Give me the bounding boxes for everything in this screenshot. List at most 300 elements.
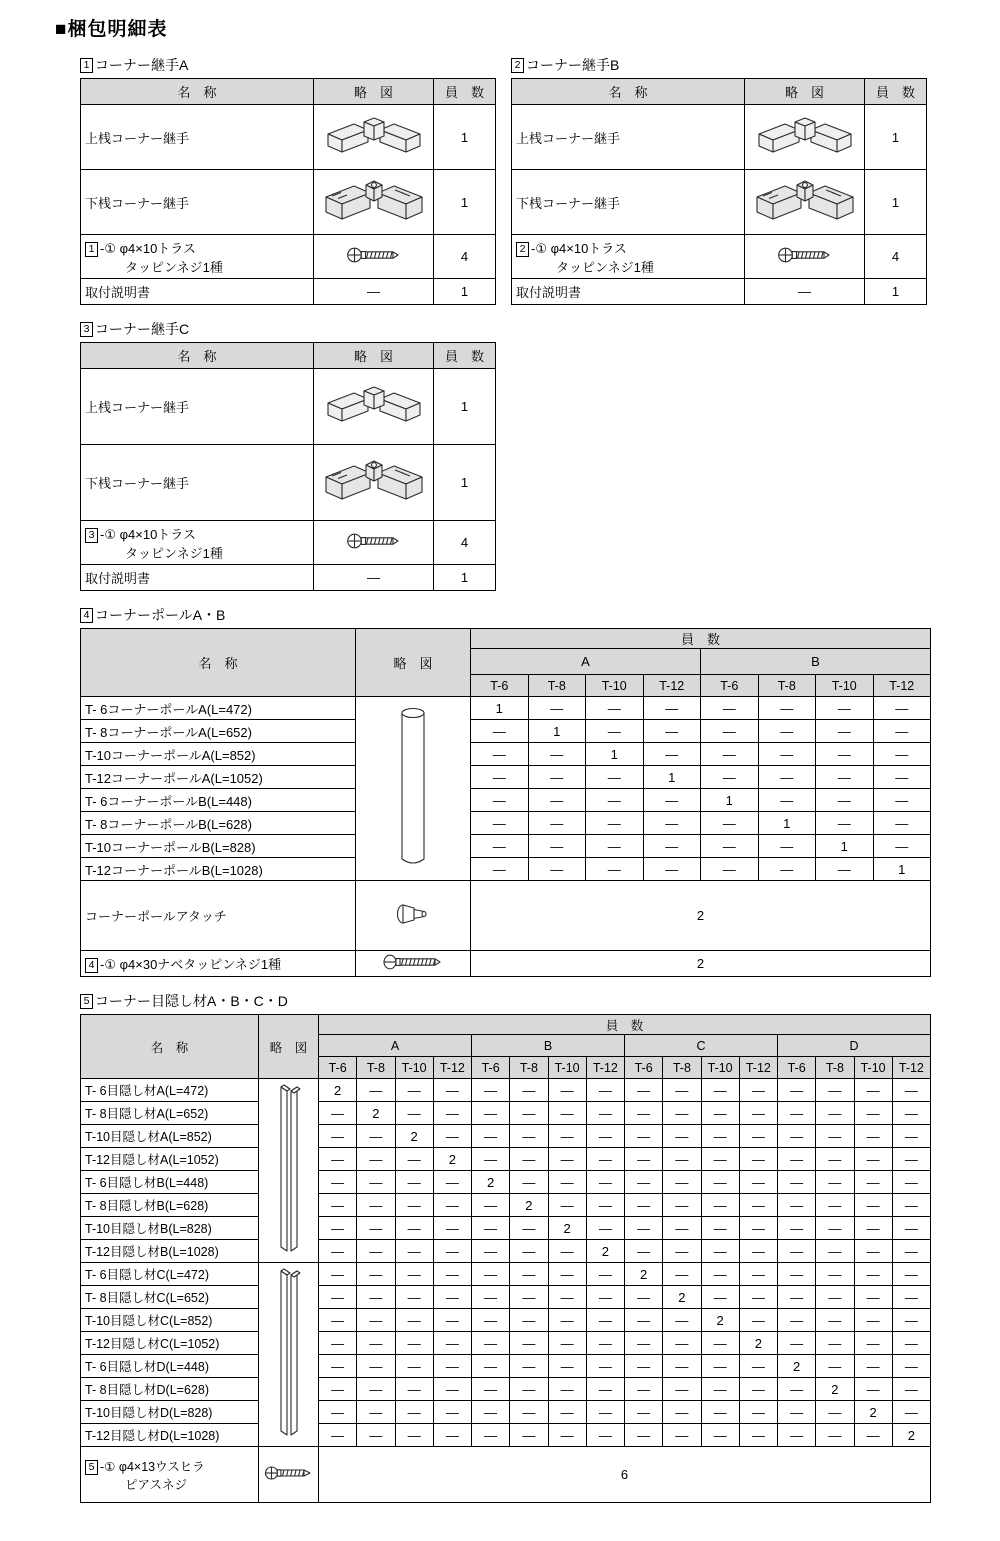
qty-value: — [395,1240,433,1263]
qty-value: — [357,1401,395,1424]
qty-value: — [395,1148,433,1171]
qty-value: — [528,835,586,858]
table-row [81,1447,931,1503]
qty-value: — [643,835,701,858]
qty-value: — [433,1125,471,1148]
table-row [81,565,496,591]
part-name: 取付説明書 [81,565,314,591]
part-name: 下桟コーナー継手 [81,445,314,521]
qty-value: — [816,1079,854,1102]
qty-value: — [357,1079,395,1102]
part-name-text-2: タッピンネジ1種 [556,259,654,275]
qty-value: 1 [873,858,931,881]
qty-value: — [433,1355,471,1378]
qty-column-header: 員 数 [434,343,496,369]
qty-value: — [319,1424,357,1447]
group-header-a: A [471,649,701,675]
qty-value: — [586,1217,624,1240]
qty-value: 4 [865,235,927,279]
qty-value: — [433,1332,471,1355]
qty-value: — [471,789,529,812]
size-header: T-10 [701,1057,739,1079]
qty-value: — [548,1171,586,1194]
qty-value: — [778,1079,816,1102]
part-name-text: -① φ4×13ウスヒラ [100,1459,205,1474]
item-tag-box: 4 [85,958,98,973]
qty-value: — [586,1102,624,1125]
qty-value: 1 [643,766,701,789]
qty-value: — [586,1263,624,1286]
qty-value: — [625,1424,663,1447]
qty-value: — [701,1355,739,1378]
qty-value: — [472,1263,510,1286]
part-name-text: -① φ4×10トラス [100,526,196,542]
qty-value: — [758,858,816,881]
qty-column-header: 員 数 [865,79,927,105]
qty-value: — [319,1240,357,1263]
qty-value: — [548,1355,586,1378]
qty-value: — [778,1240,816,1263]
part-name: T- 8目隠し材D(L=628) [81,1378,259,1401]
qty-value: — [816,1194,854,1217]
piercing-screw-icon [259,1447,319,1503]
qty-value: — [319,1194,357,1217]
qty-value: — [472,1332,510,1355]
qty-value: — [701,743,759,766]
qty-value: — [586,1355,624,1378]
name-column-header: 名 称 [512,79,745,105]
header-row [81,629,931,649]
qty-value: — [739,1240,777,1263]
qty-value: — [548,1194,586,1217]
qty-value: — [586,1194,624,1217]
part-name: 上桟コーナー継手 [512,105,745,170]
qty-value: — [778,1424,816,1447]
qty-value: — [816,1102,854,1125]
qty-column-header: 員 数 [319,1015,931,1035]
qty-value: — [816,1401,854,1424]
qty-value: — [357,1424,395,1447]
qty-value: — [663,1102,701,1125]
qty-value: — [548,1125,586,1148]
size-header: T-12 [873,675,931,697]
qty-value: — [433,1079,471,1102]
qty-value: — [892,1355,930,1378]
qty-value: — [395,1286,433,1309]
qty-value: — [510,1171,548,1194]
qty-value: — [319,1286,357,1309]
qty-value: — [319,1148,357,1171]
part-name: 下桟コーナー継手 [512,170,745,235]
qty-value: — [548,1148,586,1171]
qty-value: — [433,1194,471,1217]
qty-value: — [472,1148,510,1171]
qty-column-header: 員 数 [471,629,931,649]
part-name: 取付説明書 [512,279,745,305]
qty-value: — [472,1378,510,1401]
qty-value: — [548,1240,586,1263]
qty-value: 1 [865,279,927,305]
qty-value: — [395,1194,433,1217]
qty-value: — [663,1332,701,1355]
qty-value: — [357,1194,395,1217]
qty-value: — [816,1217,854,1240]
qty-value: 2 [395,1125,433,1148]
section-label [80,55,496,75]
size-header: T-8 [663,1057,701,1079]
part-name: T- 6目隠し材A(L=472) [81,1079,259,1102]
qty-value: — [892,1102,930,1125]
qty-value: — [510,1148,548,1171]
qty-value: — [854,1378,892,1401]
section-number-box: 5 [80,994,93,1009]
sketch-dash: — [314,279,434,305]
part-name-text-2: ピアスネジ [125,1477,188,1492]
qty-value: — [625,1125,663,1148]
table-row [81,1355,931,1378]
qty-value: 1 [865,105,927,170]
qty-value: — [663,1309,701,1332]
qty-value: — [816,1148,854,1171]
qty-value: — [816,1309,854,1332]
table-row [81,1263,931,1286]
item-tag-box: 3 [85,528,98,543]
qty-value: — [433,1240,471,1263]
part-name: T-12目隠し材B(L=1028) [81,1240,259,1263]
qty-value: — [778,1332,816,1355]
qty-value: — [892,1309,930,1332]
table-row [81,1240,931,1263]
qty-value: — [625,1355,663,1378]
qty-value: — [319,1332,357,1355]
item-tag-box: 2 [516,242,529,257]
qty-value: — [873,835,931,858]
qty-value: — [892,1171,930,1194]
qty-value: — [586,858,644,881]
size-header: T-10 [816,675,874,697]
qty-value: — [472,1125,510,1148]
qty-value: — [548,1401,586,1424]
qty-value: — [472,1424,510,1447]
qty-value: — [816,1355,854,1378]
truss-screw-icon [314,235,434,279]
qty-value: — [739,1102,777,1125]
qty-value: — [873,789,931,812]
qty-value: — [471,720,529,743]
group-header-b: B [472,1035,625,1057]
qty-value: — [873,697,931,720]
part-name: T-12目隠し材A(L=1052) [81,1148,259,1171]
qty-value: — [357,1148,395,1171]
lower-corner-joint-icon [314,445,434,521]
qty-value: 1 [758,812,816,835]
qty-value: — [892,1378,930,1401]
qty-value: 1 [865,170,927,235]
header-row [81,1015,931,1035]
qty-value: — [643,789,701,812]
name-column-header: 名 称 [81,79,314,105]
qty-value: — [319,1171,357,1194]
qty-value: — [854,1309,892,1332]
qty-value: — [528,743,586,766]
qty-value: — [548,1286,586,1309]
part-name-text: -① φ4×10トラス [100,240,196,256]
joint-tables-row [80,55,1000,319]
qty-value: — [548,1102,586,1125]
part-name: T- 8コーナーポールB(L=628) [81,812,356,835]
part-name: T-10コーナーポールA(L=852) [81,743,356,766]
table-row [81,697,931,720]
section-label [80,991,1000,1011]
qty-value: — [739,1148,777,1171]
qty-value: — [663,1424,701,1447]
part-name: 下桟コーナー継手 [81,170,314,235]
qty-value: 2 [701,1309,739,1332]
qty-value: — [625,1171,663,1194]
qty-value: — [663,1378,701,1401]
qty-value: — [778,1401,816,1424]
qty-value: — [701,1148,739,1171]
size-header: T-8 [816,1057,854,1079]
qty-value: — [586,1424,624,1447]
qty-value: — [739,1194,777,1217]
qty-value: 4 [434,235,496,279]
qty-value: — [778,1148,816,1171]
corner-joint-b-table [511,78,927,305]
qty-value: — [319,1309,357,1332]
qty-value: — [586,835,644,858]
qty-value: — [357,1240,395,1263]
qty-value: — [319,1217,357,1240]
qty-value: — [701,1424,739,1447]
qty-value: — [625,1148,663,1171]
qty-value: — [510,1102,548,1125]
qty-value: 2 [778,1355,816,1378]
qty-value: — [701,1217,739,1240]
qty-value: — [701,766,759,789]
table-row [81,369,496,445]
qty-value: — [433,1263,471,1286]
part-name: T- 6コーナーポールB(L=448) [81,789,356,812]
qty-value: — [816,743,874,766]
qty-value: — [395,1332,433,1355]
qty-value: — [816,858,874,881]
qty-value: 2 [471,881,931,951]
section-corner-joint-b [511,55,927,305]
qty-value: — [395,1263,433,1286]
qty-value: — [854,1148,892,1171]
qty-value: — [548,1424,586,1447]
table-row [81,1171,931,1194]
part-name-text-2: タッピンネジ1種 [125,259,223,275]
qty-value: — [548,1378,586,1401]
qty-value: — [701,858,759,881]
page-title: ■梱包明細表 [55,19,168,40]
qty-value: — [663,1240,701,1263]
header-row [81,343,496,369]
table-row [81,170,496,235]
qty-value: — [892,1217,930,1240]
qty-value: — [663,1125,701,1148]
qty-value: 2 [625,1263,663,1286]
qty-value: — [739,1309,777,1332]
qty-value: — [663,1263,701,1286]
qty-value: — [758,835,816,858]
pole-attach-icon [356,881,471,951]
size-header: T-12 [586,1057,624,1079]
qty-value: — [663,1355,701,1378]
lower-corner-joint-icon [314,170,434,235]
table-row [512,235,927,279]
qty-value: — [433,1424,471,1447]
part-name [81,521,314,565]
table-row [512,105,927,170]
qty-value: — [739,1378,777,1401]
size-header: T-8 [528,675,586,697]
qty-value: — [586,1309,624,1332]
qty-value: 6 [319,1447,931,1503]
qty-value: — [701,1263,739,1286]
qty-value: — [395,1079,433,1102]
table-row [81,445,496,521]
qty-value: — [701,1286,739,1309]
part-name [81,1447,259,1503]
table-row [81,521,496,565]
part-name: T- 6コーナーポールA(L=472) [81,697,356,720]
qty-value: 2 [357,1102,395,1125]
header-row [81,79,496,105]
size-header: T-8 [510,1057,548,1079]
qty-value: — [471,812,529,835]
qty-value: — [892,1401,930,1424]
part-name: 上桟コーナー継手 [81,369,314,445]
qty-value: — [739,1217,777,1240]
qty-value: — [663,1217,701,1240]
qty-value: 2 [510,1194,548,1217]
qty-value: — [892,1240,930,1263]
table-row [81,766,931,789]
sketch-column-header: 略 図 [745,79,865,105]
table-row [81,743,931,766]
section-corner-joint-a [80,55,496,305]
part-name: T- 8コーナーポールA(L=652) [81,720,356,743]
blind-profile-icon [259,1263,319,1447]
qty-value: — [778,1125,816,1148]
qty-value: — [586,1286,624,1309]
qty-value: 1 [528,720,586,743]
section-corner-joint-c [80,319,1000,591]
qty-value: — [319,1355,357,1378]
qty-value: — [586,1125,624,1148]
size-header: T-8 [357,1057,395,1079]
part-name [81,951,356,977]
qty-value: — [739,1125,777,1148]
qty-value: — [873,766,931,789]
pole-extra-rows [81,881,931,977]
section-corner-blind [80,991,1000,1503]
item-tag-box: 1 [85,242,98,257]
qty-value: — [739,1263,777,1286]
qty-value: — [854,1217,892,1240]
qty-value: — [625,1332,663,1355]
qty-value: — [739,1355,777,1378]
table-row [81,720,931,743]
qty-value: — [357,1217,395,1240]
qty-value: — [395,1378,433,1401]
section-title: コーナー継手A [95,57,189,73]
qty-value: — [510,1240,548,1263]
qty-value: — [395,1217,433,1240]
section-number-box: 4 [80,608,93,623]
part-name: T-12目隠し材C(L=1052) [81,1332,259,1355]
qty-value: 1 [434,369,496,445]
sketch-column-header: 略 図 [356,629,471,697]
size-header: T-10 [395,1057,433,1079]
size-header: T-10 [854,1057,892,1079]
table-row [81,1309,931,1332]
upper-corner-joint-icon [745,105,865,170]
section-number-box: 2 [511,58,524,73]
section-title: コーナー継手C [95,321,190,337]
qty-value: — [510,1401,548,1424]
table-row [81,1148,931,1171]
size-header: T-6 [471,675,529,697]
part-name [81,235,314,279]
qty-value: — [701,1079,739,1102]
qty-value: — [739,1171,777,1194]
qty-value: — [471,766,529,789]
qty-value: — [854,1079,892,1102]
qty-value: 2 [663,1286,701,1309]
size-header: T-10 [548,1057,586,1079]
qty-value: — [471,743,529,766]
qty-value: — [816,1286,854,1309]
qty-value: — [701,835,759,858]
qty-value: — [816,1424,854,1447]
qty-value: — [395,1309,433,1332]
qty-value: — [778,1263,816,1286]
size-header: T-12 [739,1057,777,1079]
qty-value: — [701,1240,739,1263]
qty-value: 1 [434,279,496,305]
part-name: T- 6目隠し材D(L=448) [81,1355,259,1378]
qty-value: — [701,720,759,743]
qty-value: — [739,1286,777,1309]
qty-value: — [357,1286,395,1309]
qty-value: — [701,1378,739,1401]
section-number-box: 1 [80,58,93,73]
truss-screw-icon [314,521,434,565]
part-name: 上桟コーナー継手 [81,105,314,170]
qty-value: — [319,1125,357,1148]
sketch-column-header: 略 図 [314,343,434,369]
qty-value: — [854,1125,892,1148]
qty-value: — [586,1079,624,1102]
part-name [512,235,745,279]
qty-value: — [778,1309,816,1332]
qty-value: — [778,1194,816,1217]
table-row [81,1125,931,1148]
qty-value: — [739,1079,777,1102]
table-row [81,1194,931,1217]
part-name: T- 8目隠し材B(L=628) [81,1194,259,1217]
group-header-c: C [625,1035,778,1057]
qty-value: 1 [471,697,529,720]
table-row [81,951,931,977]
qty-value: — [586,812,644,835]
qty-value: — [854,1171,892,1194]
sketch-column-header: 略 図 [314,79,434,105]
